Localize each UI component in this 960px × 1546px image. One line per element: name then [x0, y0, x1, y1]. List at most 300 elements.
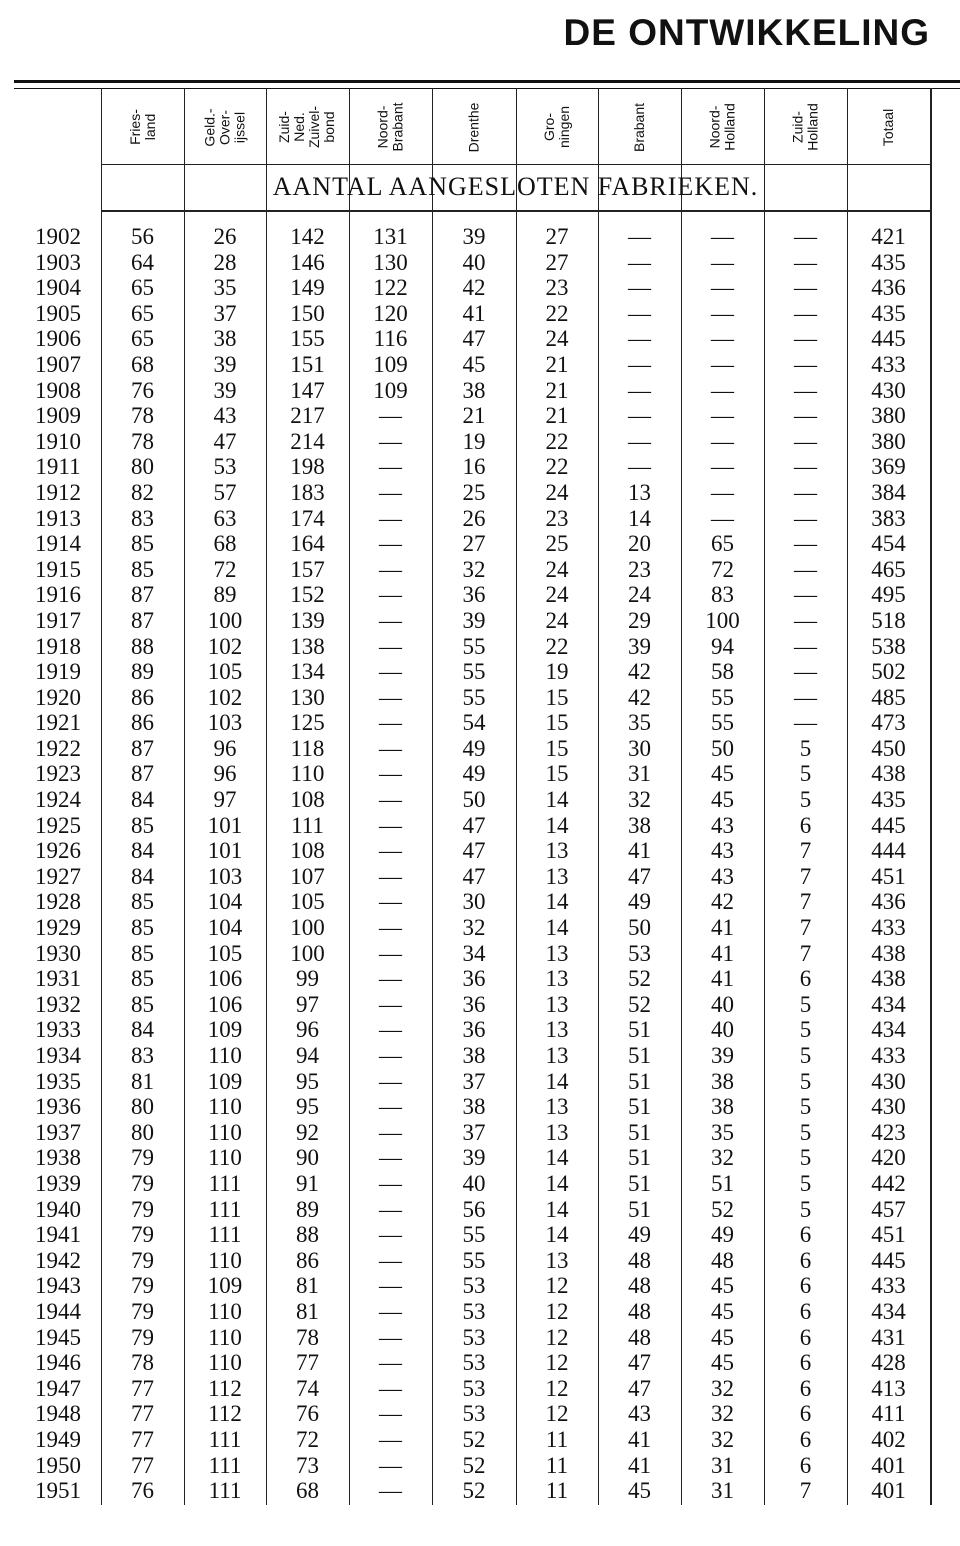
value-cell: 401: [871, 1478, 906, 1504]
value-cell: 22: [545, 300, 569, 326]
value-cell: 21: [545, 403, 569, 429]
value-cell: 435: [871, 787, 906, 813]
table-row: [0, 352, 940, 378]
value-cell: 48: [628, 1247, 651, 1273]
value-cell: 77: [296, 1350, 319, 1376]
value-cell: 76: [131, 377, 154, 403]
value-cell: 80: [131, 454, 154, 480]
year-cell: 1908: [35, 377, 81, 403]
value-cell: 85: [131, 940, 154, 966]
year-cell: 1920: [35, 684, 81, 710]
value-cell: 37: [462, 1068, 486, 1094]
column-header: [184, 90, 266, 164]
value-cell: 37: [462, 1119, 486, 1145]
value-cell: 57: [213, 479, 237, 505]
value-cell: —: [379, 966, 402, 992]
value-cell: —: [794, 633, 817, 659]
value-cell: 55: [462, 1247, 486, 1273]
table-row: [0, 864, 940, 890]
year-cell: 1914: [35, 531, 81, 557]
value-cell: 109: [373, 377, 408, 403]
value-cell: 380: [871, 428, 906, 454]
value-cell: 5: [799, 1170, 812, 1196]
value-cell: 95: [296, 1094, 319, 1120]
value-cell: 47: [462, 326, 486, 352]
value-cell: 83: [131, 1043, 154, 1068]
value-cell: 104: [207, 889, 243, 915]
value-cell: 50: [628, 915, 651, 941]
table-row: [0, 1043, 940, 1069]
value-cell: 82: [131, 479, 154, 505]
value-cell: 110: [208, 1324, 242, 1350]
value-cell: 27: [545, 224, 569, 249]
value-cell: 100: [290, 940, 325, 966]
table-row: [0, 378, 940, 404]
year-cell: 1919: [35, 659, 81, 685]
value-cell: —: [711, 377, 734, 403]
value-cell: 21: [545, 351, 569, 377]
value-cell: 13: [545, 838, 569, 864]
value-cell: 111: [208, 1478, 242, 1504]
value-cell: 34: [462, 940, 486, 966]
value-cell: 52: [628, 966, 651, 992]
value-cell: 112: [208, 1401, 242, 1427]
year-cell: 1917: [35, 607, 81, 633]
value-cell: 101: [207, 812, 243, 838]
value-cell: 85: [131, 966, 154, 992]
value-cell: 11: [545, 1452, 569, 1478]
value-cell: 51: [628, 1043, 651, 1068]
value-cell: 51: [628, 1196, 651, 1222]
value-cell: 147: [290, 377, 325, 403]
value-cell: —: [794, 275, 817, 301]
year-cell: 1949: [35, 1426, 81, 1452]
value-cell: 421: [871, 224, 906, 249]
value-cell: 40: [462, 249, 486, 275]
value-cell: 78: [131, 403, 154, 429]
table-row: [0, 1325, 940, 1351]
value-cell: 13: [545, 991, 569, 1017]
value-cell: 111: [208, 1426, 242, 1452]
value-cell: 102: [207, 633, 243, 659]
value-cell: 6: [799, 1247, 812, 1273]
value-cell: 88: [131, 633, 154, 659]
value-cell: —: [379, 505, 402, 531]
table-row: [0, 250, 940, 276]
year-cell: 1944: [35, 1298, 81, 1324]
value-cell: 110: [208, 1094, 242, 1120]
value-cell: —: [794, 531, 817, 557]
value-cell: 5: [799, 1119, 812, 1145]
value-cell: 495: [871, 582, 906, 608]
table-row: [0, 787, 940, 813]
value-cell: —: [379, 1043, 402, 1068]
value-cell: 78: [296, 1324, 319, 1350]
value-cell: 53: [462, 1273, 486, 1299]
value-cell: 49: [628, 889, 651, 915]
value-cell: 65: [131, 300, 154, 326]
value-cell: 5: [799, 991, 812, 1017]
value-cell: 101: [207, 838, 243, 864]
value-cell: 36: [462, 966, 486, 992]
value-cell: 32: [711, 1375, 734, 1401]
value-cell: —: [379, 889, 402, 915]
table-row: [0, 1069, 940, 1095]
year-cell: 1946: [35, 1350, 81, 1376]
year-cell: 1915: [35, 556, 81, 582]
value-cell: 434: [871, 1298, 906, 1324]
value-cell: 53: [462, 1324, 486, 1350]
year-cell: 1929: [35, 915, 81, 941]
value-cell: —: [379, 1145, 402, 1171]
value-cell: 47: [462, 863, 486, 889]
year-cell: 1936: [35, 1094, 81, 1120]
value-cell: —: [628, 428, 651, 454]
value-cell: 65: [131, 275, 154, 301]
value-cell: 100: [705, 607, 740, 633]
value-cell: —: [794, 556, 817, 582]
value-cell: —: [379, 1094, 402, 1120]
table-row: [0, 608, 940, 634]
year-cell: 1930: [35, 940, 81, 966]
value-cell: 85: [131, 915, 154, 941]
value-cell: 79: [131, 1298, 154, 1324]
table-row: [0, 1171, 940, 1197]
value-cell: —: [379, 1196, 402, 1222]
value-cell: 24: [545, 582, 569, 608]
value-cell: 107: [290, 863, 325, 889]
value-cell: 7: [799, 863, 812, 889]
table-row: [0, 506, 940, 532]
value-cell: 32: [711, 1145, 734, 1171]
year-cell: 1948: [35, 1401, 81, 1427]
value-cell: 77: [131, 1452, 154, 1478]
year-cell: 1918: [35, 633, 81, 659]
table-row: [0, 685, 940, 711]
value-cell: 43: [711, 812, 734, 838]
table-row: [0, 403, 940, 429]
value-cell: 14: [545, 1222, 569, 1248]
value-cell: 43: [628, 1401, 651, 1427]
value-cell: 27: [462, 531, 486, 557]
value-cell: 50: [462, 787, 486, 813]
value-cell: 51: [628, 1145, 651, 1171]
value-cell: 79: [131, 1222, 154, 1248]
value-cell: 38: [213, 326, 237, 352]
table-row: [0, 1017, 940, 1043]
value-cell: 87: [131, 761, 154, 787]
value-cell: 111: [208, 1196, 242, 1222]
value-cell: 52: [462, 1452, 486, 1478]
value-cell: 435: [871, 300, 906, 326]
value-cell: 435: [871, 249, 906, 275]
column-header-label: Zuid- Ned. Zuivel- bond: [276, 105, 338, 149]
value-cell: 6: [799, 1298, 812, 1324]
value-cell: —: [379, 940, 402, 966]
value-cell: 45: [628, 1478, 651, 1504]
value-cell: 23: [628, 556, 651, 582]
value-cell: 6: [799, 1324, 812, 1350]
value-cell: 14: [545, 1170, 569, 1196]
table-row: [0, 761, 940, 787]
value-cell: 7: [799, 1478, 812, 1504]
value-cell: 32: [711, 1426, 734, 1452]
value-cell: 39: [213, 377, 237, 403]
table-row: [0, 582, 940, 608]
value-cell: 39: [711, 1043, 734, 1068]
value-cell: 445: [871, 812, 906, 838]
value-cell: 85: [131, 991, 154, 1017]
value-cell: 438: [871, 966, 906, 992]
value-cell: 42: [628, 684, 651, 710]
table-row: [0, 1120, 940, 1146]
value-cell: 84: [131, 787, 154, 813]
value-cell: 102: [207, 684, 243, 710]
value-cell: —: [711, 351, 734, 377]
value-cell: 36: [462, 1017, 486, 1043]
value-cell: 55: [462, 1222, 486, 1248]
value-cell: 109: [207, 1273, 243, 1299]
value-cell: —: [379, 838, 402, 864]
value-cell: 131: [373, 224, 408, 249]
value-cell: 150: [290, 300, 325, 326]
value-cell: 111: [208, 1222, 242, 1248]
year-cell: 1947: [35, 1375, 81, 1401]
column-header-label: Noord- Holland: [706, 103, 738, 151]
value-cell: 85: [131, 556, 154, 582]
value-cell: —: [379, 1375, 402, 1401]
value-cell: 35: [213, 275, 237, 301]
value-cell: 15: [545, 710, 569, 736]
value-cell: 42: [711, 889, 734, 915]
value-cell: 130: [373, 249, 408, 275]
value-cell: 26: [213, 224, 237, 249]
value-cell: 100: [290, 915, 325, 941]
value-cell: 24: [628, 582, 651, 608]
column-header-label: Fries- land: [126, 109, 158, 145]
table-row: [0, 531, 940, 557]
table-row: [0, 1273, 940, 1299]
value-cell: 164: [290, 531, 325, 557]
value-cell: 450: [871, 735, 906, 761]
value-cell: 87: [131, 607, 154, 633]
value-cell: —: [379, 454, 402, 480]
value-cell: —: [379, 582, 402, 608]
value-cell: 433: [871, 915, 906, 941]
value-cell: 149: [290, 275, 325, 301]
year-cell: 1934: [35, 1043, 81, 1068]
value-cell: 7: [799, 940, 812, 966]
value-cell: 473: [871, 710, 906, 736]
value-cell: 30: [628, 735, 651, 761]
value-cell: 105: [207, 659, 243, 685]
table-row: [0, 1401, 940, 1427]
value-cell: 35: [711, 1119, 734, 1145]
value-cell: —: [794, 300, 817, 326]
value-cell: 110: [208, 1247, 242, 1273]
value-cell: 428: [871, 1350, 906, 1376]
column-header-label: Noord- Brabant: [374, 102, 406, 152]
value-cell: —: [379, 1273, 402, 1299]
value-cell: 430: [871, 1068, 906, 1094]
value-cell: 51: [628, 1170, 651, 1196]
value-cell: 13: [545, 1094, 569, 1120]
value-cell: —: [379, 735, 402, 761]
value-cell: 104: [207, 915, 243, 941]
value-cell: 109: [373, 351, 408, 377]
value-cell: 51: [711, 1170, 734, 1196]
year-cell: 1931: [35, 966, 81, 992]
year-cell: 1932: [35, 991, 81, 1017]
value-cell: 77: [131, 1426, 154, 1452]
value-cell: 39: [462, 1145, 486, 1171]
value-cell: 125: [290, 710, 325, 736]
value-cell: 118: [290, 735, 325, 761]
value-cell: 64: [131, 249, 154, 275]
value-cell: 401: [871, 1452, 906, 1478]
value-cell: 56: [462, 1196, 486, 1222]
value-cell: 74: [296, 1375, 319, 1401]
year-cell: 1945: [35, 1324, 81, 1350]
value-cell: —: [711, 224, 734, 249]
value-cell: 58: [711, 659, 734, 685]
value-cell: 6: [799, 1452, 812, 1478]
value-cell: 39: [462, 607, 486, 633]
value-cell: 45: [711, 761, 734, 787]
value-cell: 465: [871, 556, 906, 582]
value-cell: 434: [871, 991, 906, 1017]
value-cell: 22: [545, 454, 569, 480]
value-cell: 116: [373, 326, 408, 352]
value-cell: 50: [711, 735, 734, 761]
value-cell: 430: [871, 377, 906, 403]
year-cell: 1916: [35, 582, 81, 608]
value-cell: 83: [131, 505, 154, 531]
value-cell: 14: [545, 889, 569, 915]
value-cell: 79: [131, 1247, 154, 1273]
year-cell: 1938: [35, 1145, 81, 1171]
value-cell: —: [379, 1350, 402, 1376]
value-cell: —: [794, 607, 817, 633]
value-cell: 24: [545, 479, 569, 505]
value-cell: 28: [213, 249, 237, 275]
value-cell: 14: [545, 812, 569, 838]
value-cell: —: [379, 1426, 402, 1452]
year-cell: 1909: [35, 403, 81, 429]
value-cell: 51: [628, 1119, 651, 1145]
value-cell: 106: [207, 966, 243, 992]
value-cell: 85: [131, 531, 154, 557]
table-row: [0, 557, 940, 583]
value-cell: 518: [871, 607, 906, 633]
value-cell: 89: [296, 1196, 319, 1222]
column-header-label: Zuid- Holland: [789, 103, 821, 151]
value-cell: 21: [545, 377, 569, 403]
value-cell: 47: [628, 1375, 651, 1401]
value-cell: 51: [628, 1068, 651, 1094]
value-cell: 29: [628, 607, 651, 633]
value-cell: 7: [799, 915, 812, 941]
value-cell: 81: [131, 1068, 154, 1094]
value-cell: 38: [711, 1094, 734, 1120]
value-cell: —: [628, 249, 651, 275]
value-cell: 38: [462, 1043, 486, 1068]
table-row: [0, 966, 940, 992]
value-cell: 5: [799, 1196, 812, 1222]
value-cell: 43: [213, 403, 237, 429]
value-cell: —: [794, 377, 817, 403]
value-cell: 451: [871, 1222, 906, 1248]
value-cell: 39: [462, 224, 486, 249]
value-cell: 6: [799, 1426, 812, 1452]
value-cell: 157: [290, 556, 325, 582]
value-cell: 451: [871, 863, 906, 889]
value-cell: 76: [131, 1478, 154, 1504]
year-cell: 1925: [35, 812, 81, 838]
value-cell: 94: [296, 1043, 319, 1068]
value-cell: —: [379, 1478, 402, 1504]
column-header: [847, 90, 930, 164]
value-cell: 63: [213, 505, 237, 531]
year-cell: 1941: [35, 1222, 81, 1248]
value-cell: 96: [213, 735, 237, 761]
value-cell: 110: [208, 1145, 242, 1171]
value-cell: 130: [290, 684, 325, 710]
value-cell: —: [379, 710, 402, 736]
value-cell: 52: [462, 1426, 486, 1452]
value-cell: 79: [131, 1170, 154, 1196]
value-cell: 86: [131, 710, 154, 736]
value-cell: 65: [131, 326, 154, 352]
year-cell: 1911: [35, 454, 81, 480]
value-cell: 38: [462, 377, 486, 403]
value-cell: 52: [711, 1196, 734, 1222]
value-cell: 420: [871, 1145, 906, 1171]
year-cell: 1926: [35, 838, 81, 864]
data-rows: [0, 224, 940, 1504]
value-cell: 87: [131, 582, 154, 608]
value-cell: 20: [628, 531, 651, 557]
value-cell: 108: [290, 787, 325, 813]
value-cell: —: [379, 787, 402, 813]
table-row: [0, 224, 940, 250]
value-cell: 13: [545, 1017, 569, 1043]
value-cell: 41: [711, 940, 734, 966]
value-cell: 87: [131, 735, 154, 761]
value-cell: 24: [545, 556, 569, 582]
column-header: [681, 90, 764, 164]
year-cell: 1935: [35, 1068, 81, 1094]
value-cell: 48: [711, 1247, 734, 1273]
value-cell: 23: [545, 505, 569, 531]
value-cell: 27: [545, 249, 569, 275]
value-cell: 538: [871, 633, 906, 659]
table-row: [0, 813, 940, 839]
value-cell: 45: [711, 1273, 734, 1299]
value-cell: 47: [628, 863, 651, 889]
year-cell: 1950: [35, 1452, 81, 1478]
value-cell: 49: [462, 761, 486, 787]
value-cell: 45: [711, 787, 734, 813]
table-row: [0, 480, 940, 506]
table-row: [0, 1350, 940, 1376]
column-header-label: Brabant: [630, 102, 647, 152]
value-cell: 80: [131, 1119, 154, 1145]
value-cell: 411: [871, 1401, 906, 1427]
value-cell: 6: [799, 1222, 812, 1248]
value-cell: —: [794, 351, 817, 377]
value-cell: —: [794, 505, 817, 531]
